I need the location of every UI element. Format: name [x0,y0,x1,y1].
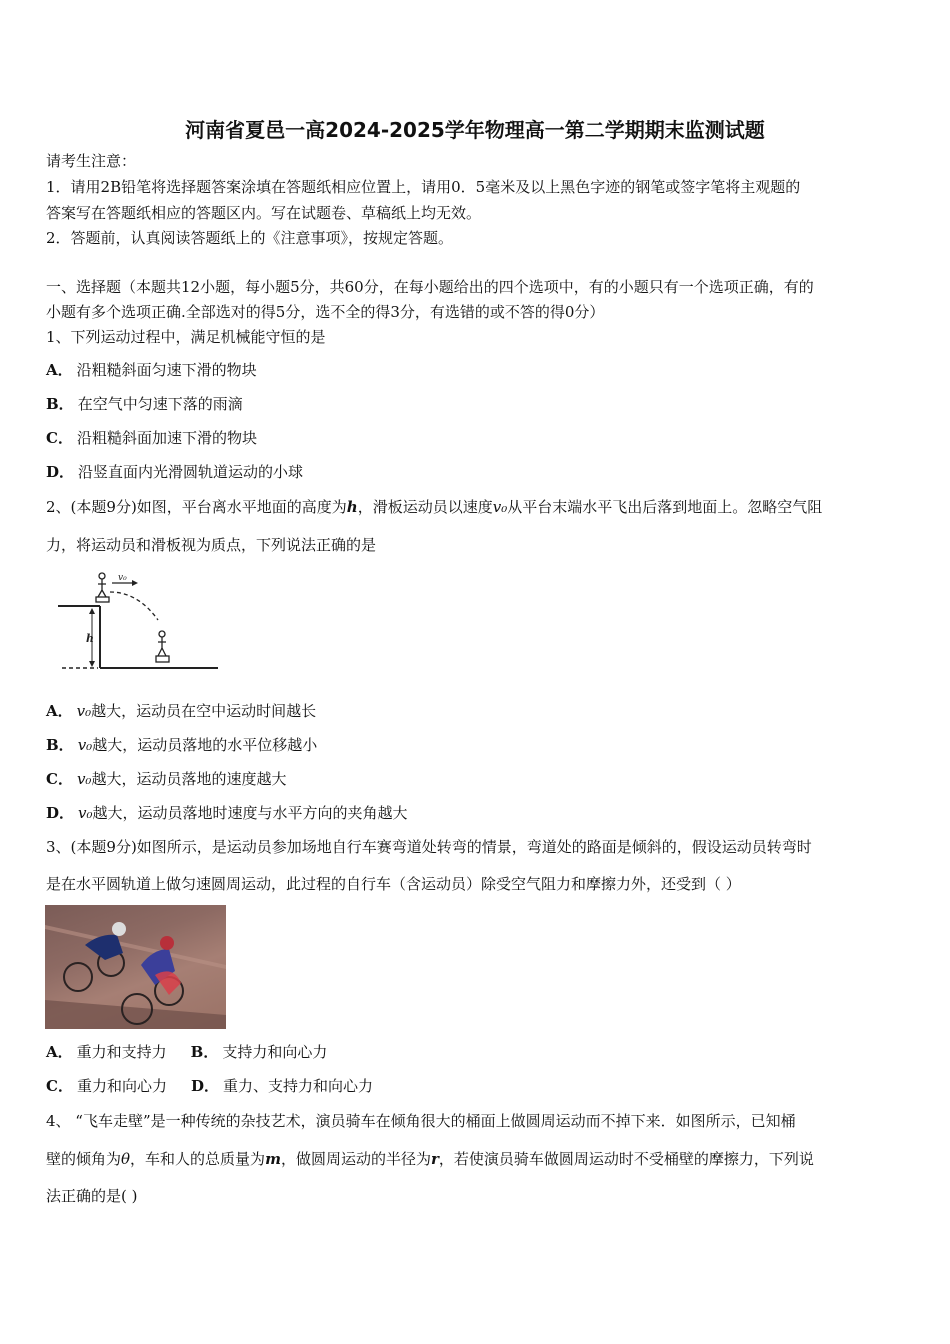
var-theta: θ [121,1150,131,1168]
q1-stem: 1、下列运动过程中，满足机械能守恒的是 [46,328,326,346]
fig-label-h: h [86,632,94,645]
notice-line-1b: 答案写在答题纸相应的答题区内。写在试题卷、草稿纸上均无效。 [46,204,482,222]
option-text: 支持力和向心力 [222,1043,328,1061]
q4-stem-3: 法正确的是( ) [46,1187,138,1205]
q1-option-a [46,360,257,380]
option-text: 沿粗糙斜面加速下滑的物块 [76,429,257,447]
q4-stem-text: ，若使演员骑车做圆周运动时不受桶壁的摩擦力，下列说 [438,1150,814,1168]
q2-option-c [46,769,286,789]
option-text: 重力、支持力和向心力 [222,1077,373,1095]
skater-head [99,573,105,579]
option-text: 沿粗糙斜面匀速下滑的物块 [76,361,257,379]
option-letter: B． [190,1043,219,1061]
platform-jump-figure [58,570,220,674]
q3-stem-1: 3、(本题9分)如图所示，是运动员参加场地自行车赛弯道处转弯的情景，弯道处的路面是倾斜的，假设运动员转弯时 [46,838,812,856]
cyclists-illustration [45,905,226,1029]
trajectory [110,592,158,620]
q2-stem-2: 力，将运动员和滑板视为质点，下列说法正确的是 [46,536,377,554]
q2-option-d [46,803,408,823]
notice-line-1: 1．请用2B铅笔将选择题答案涂填在答题纸相应位置上，请用0．5毫米及以上黑色字迹的钢笔或签字笔将主观题的 [46,178,801,196]
rider-blue-helmet [112,922,126,936]
q2-option-a [46,701,316,721]
bike-wheel [64,963,92,991]
var-v0: v₀ [492,498,508,516]
height-arrowhead-down [89,661,95,667]
option-text: 越大，运动员落地的速度越大 [91,770,287,788]
track-line [45,925,226,969]
var-v0: v₀ [77,736,93,754]
option-text: 沿竖直面内光滑圆轨道运动的小球 [78,463,304,481]
landed-skater-body [158,637,166,656]
notice-heading: 请考生注意： [46,152,137,170]
option-letter: C． [46,1077,73,1095]
q1-option-c [46,428,257,448]
q2-stem-text: 从平台末端水平飞出后落到地面上。忽略空气阻 [507,498,823,516]
q3-stem-2: 是在水平圆轨道上做匀速圆周运动，此过程的自行车（含运动员）除受空气阻力和摩擦力外，还受到（ ） [46,875,741,893]
rider-red-helmet [160,936,174,950]
height-arrowhead-up [89,608,95,614]
option-letter: B． [46,395,74,413]
q1-option-d [46,462,303,482]
var-r: r [430,1150,439,1168]
option-text: 越大，运动员落地时速度与水平方向的夹角越大 [92,804,408,822]
landed-skateboard [156,656,169,662]
q2-stem-1 [46,497,822,517]
var-m: m [265,1150,281,1168]
option-letter: D． [190,1077,219,1095]
option-letter: C． [46,770,73,788]
option-text: 重力和向心力 [76,1077,167,1095]
page-title: 河南省夏邑一高2024-2025学年物理高一第二学期期末监测试题 [185,118,765,142]
q4-stem-1: 4、 “飞车走壁”是一种传统的杂技艺术，演员骑车在倾角很大的桶面上做圆周运动而不掉下来．如图所示，已知桶 [46,1112,796,1130]
section-intro-1: 一、选择题（本题共12小题，每小题5分，共60分，在每小题给出的四个选项中，有的小题只有一个选项正确，有的 [46,278,814,296]
q4-stem-2 [46,1149,814,1169]
q3-options-ab [46,1042,327,1062]
q2-stem-text: ，滑板运动员以速度 [357,498,493,516]
option-letter: A． [46,702,73,720]
option-text: 越大，运动员在空中运动时间越长 [91,702,317,720]
q2-stem-text: 2、(本题9分)如图，平台离水平地面的高度为 [46,498,347,516]
rider-red-legs [155,971,181,995]
q1-option-b [46,394,243,414]
q4-stem-text: ，做圆周运动的半径为 [280,1150,431,1168]
skateboard [96,597,109,602]
q2-option-b [46,735,317,755]
var-v0: v₀ [78,804,93,822]
option-letter: D． [46,463,75,481]
velocity-arrowhead [132,580,138,586]
q4-stem-text: 壁的倾角为 [46,1150,122,1168]
fig-label-v0: v₀ [118,573,127,583]
var-v0: v₀ [76,770,92,788]
option-letter: B． [46,736,74,754]
var-h: h [346,498,358,516]
q4-stem-text: ，车和人的总质量为 [130,1150,266,1168]
var-v0: v₀ [76,702,92,720]
cyclists-photo [45,905,226,1029]
q3-options-cd [46,1076,373,1096]
notice-line-2: 2．答题前，认真阅读答题纸上的《注意事项》，按规定答题。 [46,229,454,247]
option-text: 在空气中匀速下落的雨滴 [77,395,243,413]
skater-body [98,579,106,597]
option-text: 越大，运动员落地的水平位移越小 [92,736,318,754]
option-text: 重力和支持力 [76,1043,167,1061]
option-letter: C． [46,429,73,447]
landed-skater-head [159,631,165,637]
option-letter: D． [46,804,75,822]
option-letter: A． [46,1043,73,1061]
section-intro-2: 小题有多个选项正确.全部选对的得5分，选不全的得3分，有选错的或不答的得0分） [46,303,605,321]
option-letter: A． [46,361,73,379]
